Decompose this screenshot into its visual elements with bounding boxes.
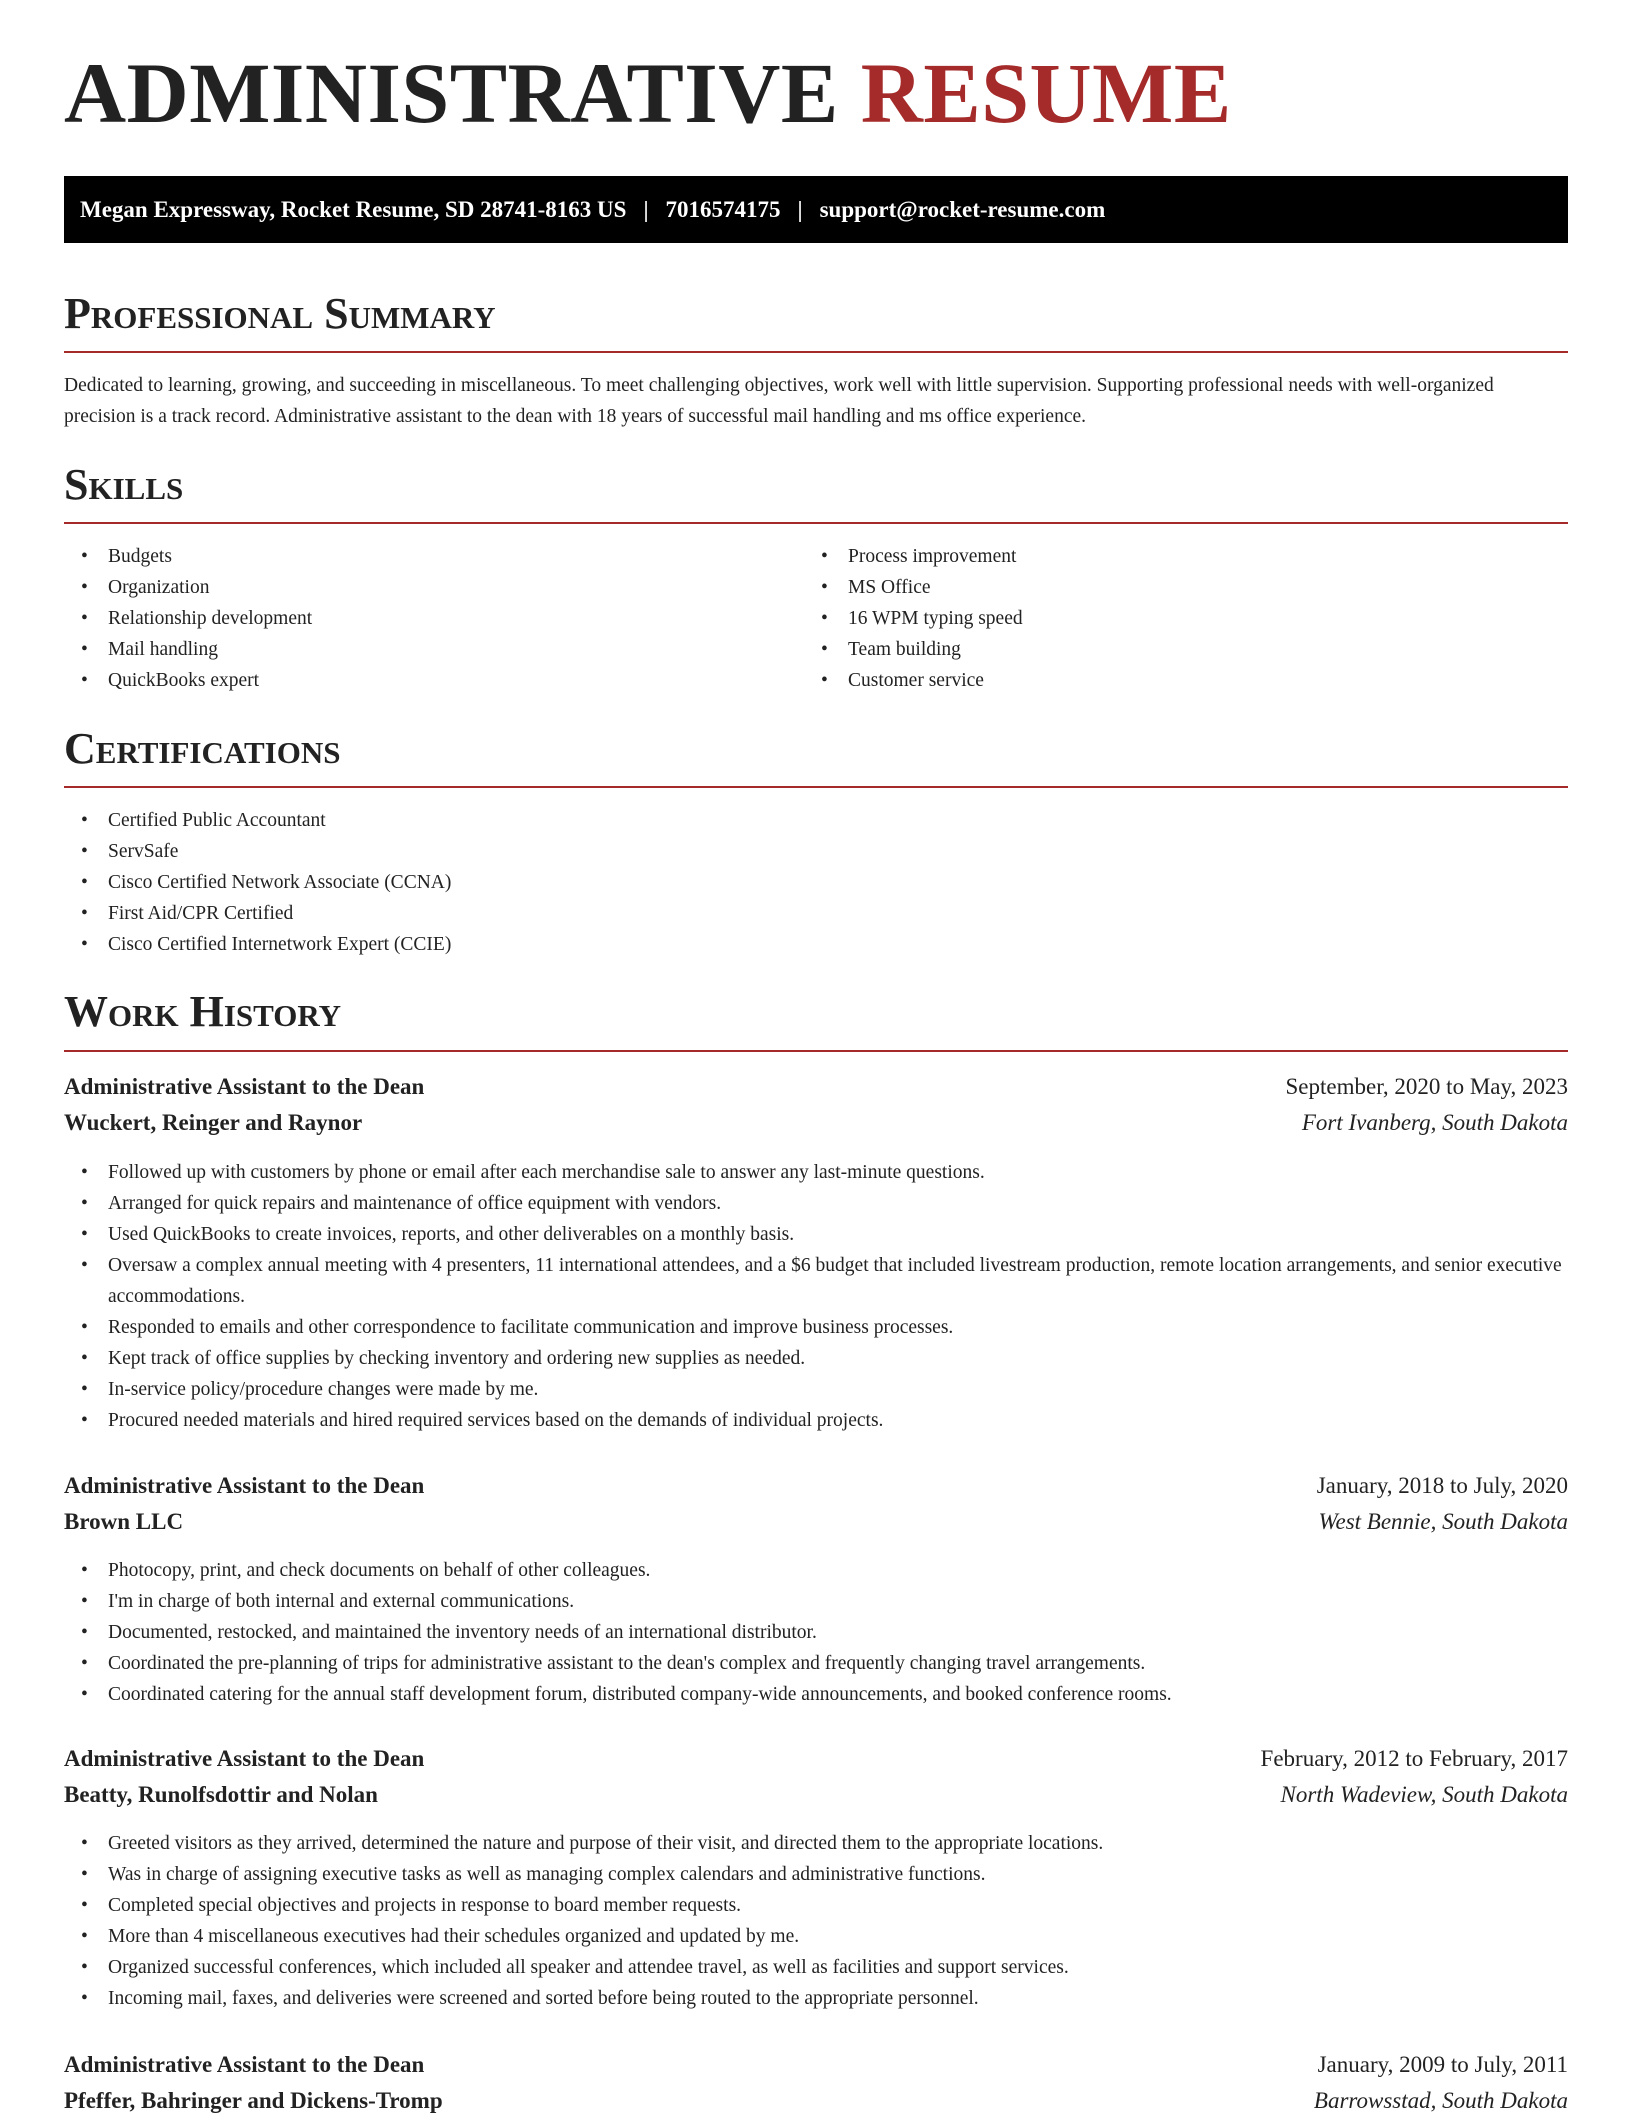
job-duty: • Photocopy, print, and check documents on behalf of other colleagues. (81, 1560, 651, 1581)
job-duty: • Responded to emails and other correspondence to facilitate communication and improve business processes. (81, 1317, 954, 1338)
title-main: ADMINISTRATIVE (64, 45, 839, 141)
certification-item: • First Aid/CPR Certified (81, 903, 294, 924)
job-dates: January, 2018 to July, 2020 (1316, 1473, 1568, 1498)
job-duty: • Incoming mail, faxes, and deliveries were screened and sorted before being routed to the appropriate personnel. (81, 1988, 979, 2009)
job-dates: January, 2009 to July, 2011 (1317, 2052, 1568, 2077)
job-company: Brown LLC (64, 1509, 184, 1534)
certification-item: • ServSafe (81, 841, 179, 862)
skill-item: • Organization (81, 577, 210, 598)
job-duty: • Procured needed materials and hired required services based on the demands of individual projects. (81, 1410, 884, 1431)
title-accent: RESUME (860, 45, 1232, 141)
job-title: Administrative Assistant to the Dean (64, 1746, 425, 1771)
skill-item: • Process improvement (821, 546, 1017, 567)
resume-title (64, 45, 1232, 141)
job-duty: • Was in charge of assigning executive tasks as well as managing complex calendars and administrative functions. (81, 1864, 986, 1885)
job-duty: • Completed special objectives and projects in response to board member requests. (81, 1895, 742, 1916)
section-title-skills: Skills (64, 460, 184, 509)
job-title: Administrative Assistant to the Dean (64, 1074, 425, 1099)
skill-item: • Mail handling (81, 639, 218, 660)
certification-item: • Cisco Certified Internetwork Expert (CCIE) (81, 934, 452, 955)
job-location: North Wadeview, South Dakota (1280, 1782, 1568, 1807)
job-duties-list (64, 1157, 1568, 1436)
skill-item: • Relationship development (81, 608, 313, 629)
job-company-row (64, 2087, 1568, 2115)
job-location: Fort Ivanberg, South Dakota (1301, 1110, 1568, 1135)
section-divider (64, 351, 1568, 353)
job-duties-list (64, 1828, 1568, 2014)
certification-item: • Certified Public Accountant (81, 810, 326, 831)
job-duty: • Greeted visitors as they arrived, determined the nature and purpose of their visit, and directed them to the appropriate locations. (81, 1833, 1104, 1854)
skill-item: • 16 WPM typing speed (821, 608, 1023, 629)
job-company-row (64, 1109, 1568, 1137)
section-divider (64, 1050, 1568, 1052)
job-location: Barrowsstad, South Dakota (1313, 2088, 1568, 2113)
skill-item: • Customer service (821, 670, 984, 691)
job-title-row (64, 1745, 1568, 1773)
job-title-row (64, 2051, 1568, 2079)
job-duty: • Organized successful conferences, which included all speaker and attendee travel, as well as facilities and support services. (81, 1957, 1069, 1978)
section-title-summary: Professional Summary (64, 289, 496, 338)
job-duty: • Coordinated catering for the annual staff development forum, distributed company-wide announcements, and booked conference rooms. (81, 1684, 1172, 1705)
skill-item: • Team building (821, 639, 961, 660)
job-duty: • More than 4 miscellaneous executives had their schedules organized and updated by me. (81, 1926, 800, 1947)
certification-item: • Cisco Certified Network Associate (CCNA) (81, 872, 452, 893)
section-divider (64, 522, 1568, 524)
contact-phone: 7016574175 (665, 196, 781, 222)
job-duty: • Coordinated the pre-planning of trips for administrative assistant to the dean's complex and frequently changing travel arrangements. (81, 1653, 1146, 1674)
summary-text: Dedicated to learning, growing, and succeeding in miscellaneous. To meet challenging objectives, work well with little supervision. Supporting professional needs with well-organized precision is a track record. Administrative assistant to the dean with 18 years of successful mail handling and ms office experience. (64, 375, 1494, 427)
job-duty: • Documented, restocked, and maintained the inventory needs of an international distributor. (81, 1622, 817, 1643)
section-title-certifications: Certifications (64, 724, 341, 773)
job-title: Administrative Assistant to the Dean (64, 1473, 425, 1498)
contact-email: support@rocket-resume.com (819, 196, 1106, 222)
job-duty: • Oversaw a complex annual meeting with 4 presenters, 11 international attendees, and a $6 budget that included livestream production, remote location arrangements, and senior executive accommodations. (81, 1255, 1562, 1307)
job-location: West Bennie, South Dakota (1318, 1509, 1568, 1534)
certifications-list (64, 805, 1568, 960)
section-title-work-history: Work History (64, 987, 342, 1036)
skill-item: • Budgets (81, 546, 172, 567)
job-title-row (64, 1472, 1568, 1500)
job-company: Beatty, Runolfsdottir and Nolan (64, 1782, 378, 1807)
section-divider (64, 786, 1568, 788)
job-duties-list (64, 1555, 1568, 1710)
contact-address: Megan Expressway, Rocket Resume, SD 28741-8163 US (80, 196, 627, 222)
job-company-row (64, 1508, 1568, 1536)
skill-item: • QuickBooks expert (81, 670, 260, 691)
job-company: Wuckert, Reinger and Raynor (64, 1110, 363, 1135)
job-duty: • Kept track of office supplies by checking inventory and ordering new supplies as needed. (81, 1348, 806, 1369)
job-dates: February, 2012 to February, 2017 (1260, 1746, 1568, 1771)
job-company-row (64, 1781, 1568, 1809)
job-duty: • I'm in charge of both internal and external communications. (81, 1591, 575, 1612)
job-duty: • Arranged for quick repairs and maintenance of office equipment with vendors. (81, 1193, 722, 1214)
job-duty: • Followed up with customers by phone or email after each merchandise sale to answer any last-minute questions. (81, 1162, 985, 1183)
job-dates: September, 2020 to May, 2023 (1285, 1074, 1568, 1099)
skills-list-left (64, 541, 784, 696)
contact-separator: | (797, 196, 803, 222)
contact-bar (64, 176, 1568, 243)
skills-list-right (804, 541, 1564, 696)
contact-separator: | (643, 196, 649, 222)
job-company: Pfeffer, Bahringer and Dickens-Tromp (64, 2088, 443, 2113)
job-title-row (64, 1073, 1568, 1101)
job-duty: • In-service policy/procedure changes were made by me. (81, 1379, 539, 1400)
job-duty: • Used QuickBooks to create invoices, reports, and other deliverables on a monthly basis. (81, 1224, 795, 1245)
skill-item: • MS Office (821, 577, 931, 598)
job-title: Administrative Assistant to the Dean (64, 2052, 425, 2077)
